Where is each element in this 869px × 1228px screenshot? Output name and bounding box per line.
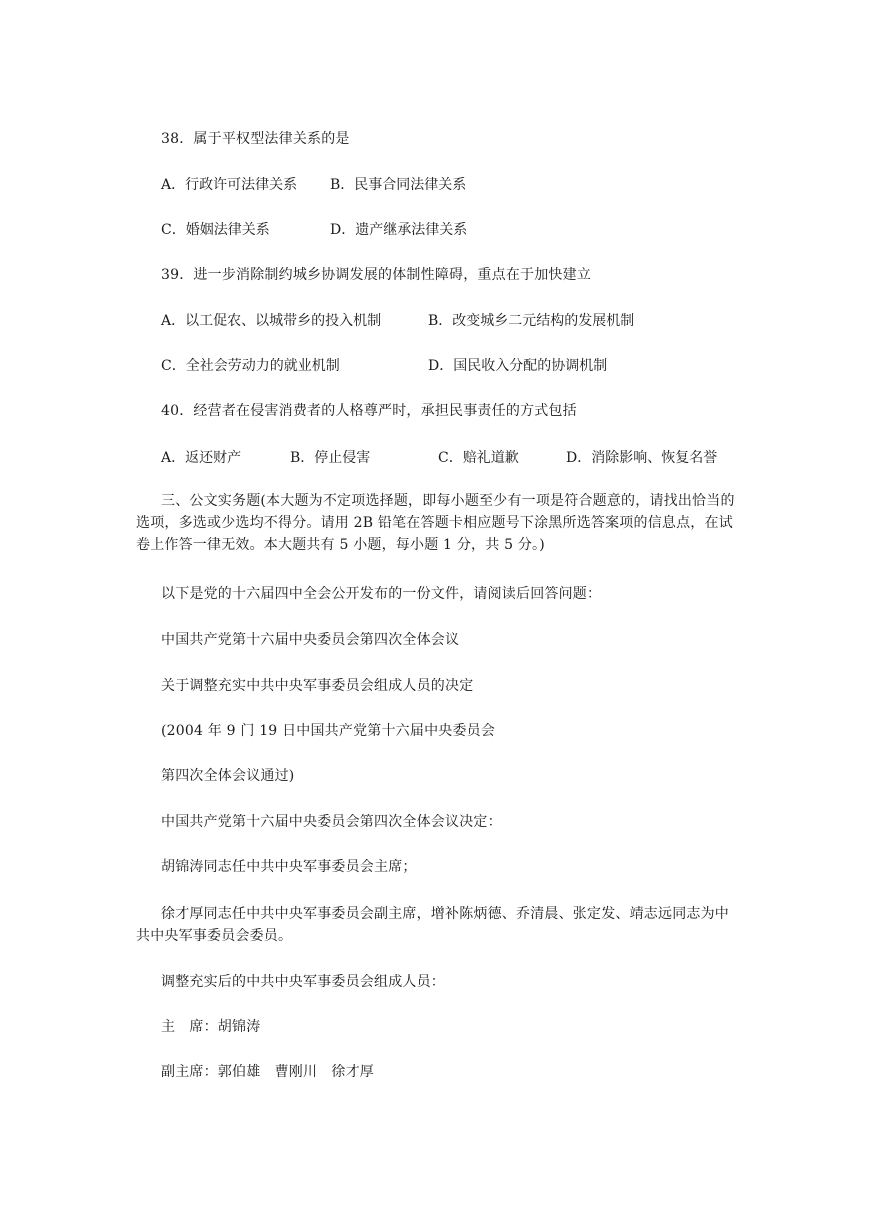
question-39-option-d: D．国民收入分配的协调机制 — [428, 358, 608, 374]
section-3-intro: 三、公文实务题(本大题为不定项选择题，即每小题至少有一项是符合题意的，请找出恰当的选项，多选或少选均不得分。请用 2B 铅笔在答题卡相应题号下涂黑所选答案项的信息点，在试卷上作答一律无效。本大题共有 5 小题，每小题 1 分，共 5 分。) — [136, 493, 735, 553]
question-39-option-b: B．改变城乡二元结构的发展机制 — [428, 313, 635, 329]
question-38-stem: 38．属于平权型法律关系的是 — [161, 131, 350, 147]
document-vice-chairmen: 副主席：郭伯雄 曹刚川 徐才厚 — [161, 1064, 374, 1080]
document-title: 关于调整充实中共中央军事委员会组成人员的决定 — [161, 678, 474, 694]
question-38-option-d: D．遗产继承法律关系 — [330, 222, 468, 238]
question-38-option-b: B．民事合同法律关系 — [330, 177, 467, 193]
document-date-line-2: 第四次全体会议通过) — [161, 768, 295, 784]
question-39-stem: 39．进一步消除制约城乡协调发展的体制性障碍，重点在于加快建立 — [161, 267, 592, 283]
question-38-option-a: A．行政许可法律关系 — [161, 177, 298, 193]
question-40-option-c: C．赔礼道歉 — [438, 450, 519, 466]
question-40-option-d: D．消除影响、恢复名誉 — [566, 450, 718, 466]
section-3-lead: 以下是党的十六届四中全会公开发布的一份文件，请阅读后回答问题： — [161, 586, 602, 602]
document-decision: 中国共产党第十六届中央委员会第四次全体会议决定： — [161, 814, 502, 830]
question-39-option-a: A．以工促农、以城带乡的投入机制 — [161, 313, 382, 329]
question-40-stem: 40．经营者在侵害消费者的人格尊严时，承担民事责任的方式包括 — [161, 403, 577, 419]
document-item-2: 徐才厚同志任中共中央军事委员会副主席，增补陈炳德、乔清晨、张定发、靖志远同志为中共中央军事委员会委员。 — [136, 906, 729, 944]
document-members-lead: 调整充实后的中共中央军事委员会组成人员： — [161, 974, 445, 990]
document-item-1: 胡锦涛同志任中共中央军事委员会主席； — [161, 859, 417, 875]
question-40-option-b: B．停止侵害 — [290, 450, 371, 466]
question-40-option-a: A．返还财产 — [161, 450, 242, 466]
document-issuer: 中国共产党第十六届中央委员会第四次全体会议 — [161, 632, 460, 648]
document-chairman: 主 席：胡锦涛 — [161, 1019, 261, 1035]
question-39-option-c: C．全社会劳动力的就业机制 — [161, 358, 340, 374]
question-38-option-c: C．婚姻法律关系 — [161, 222, 270, 238]
document-date-line-1: (2004 年 9 门 19 日中国共产党第十六届中央委员会 — [161, 723, 496, 739]
